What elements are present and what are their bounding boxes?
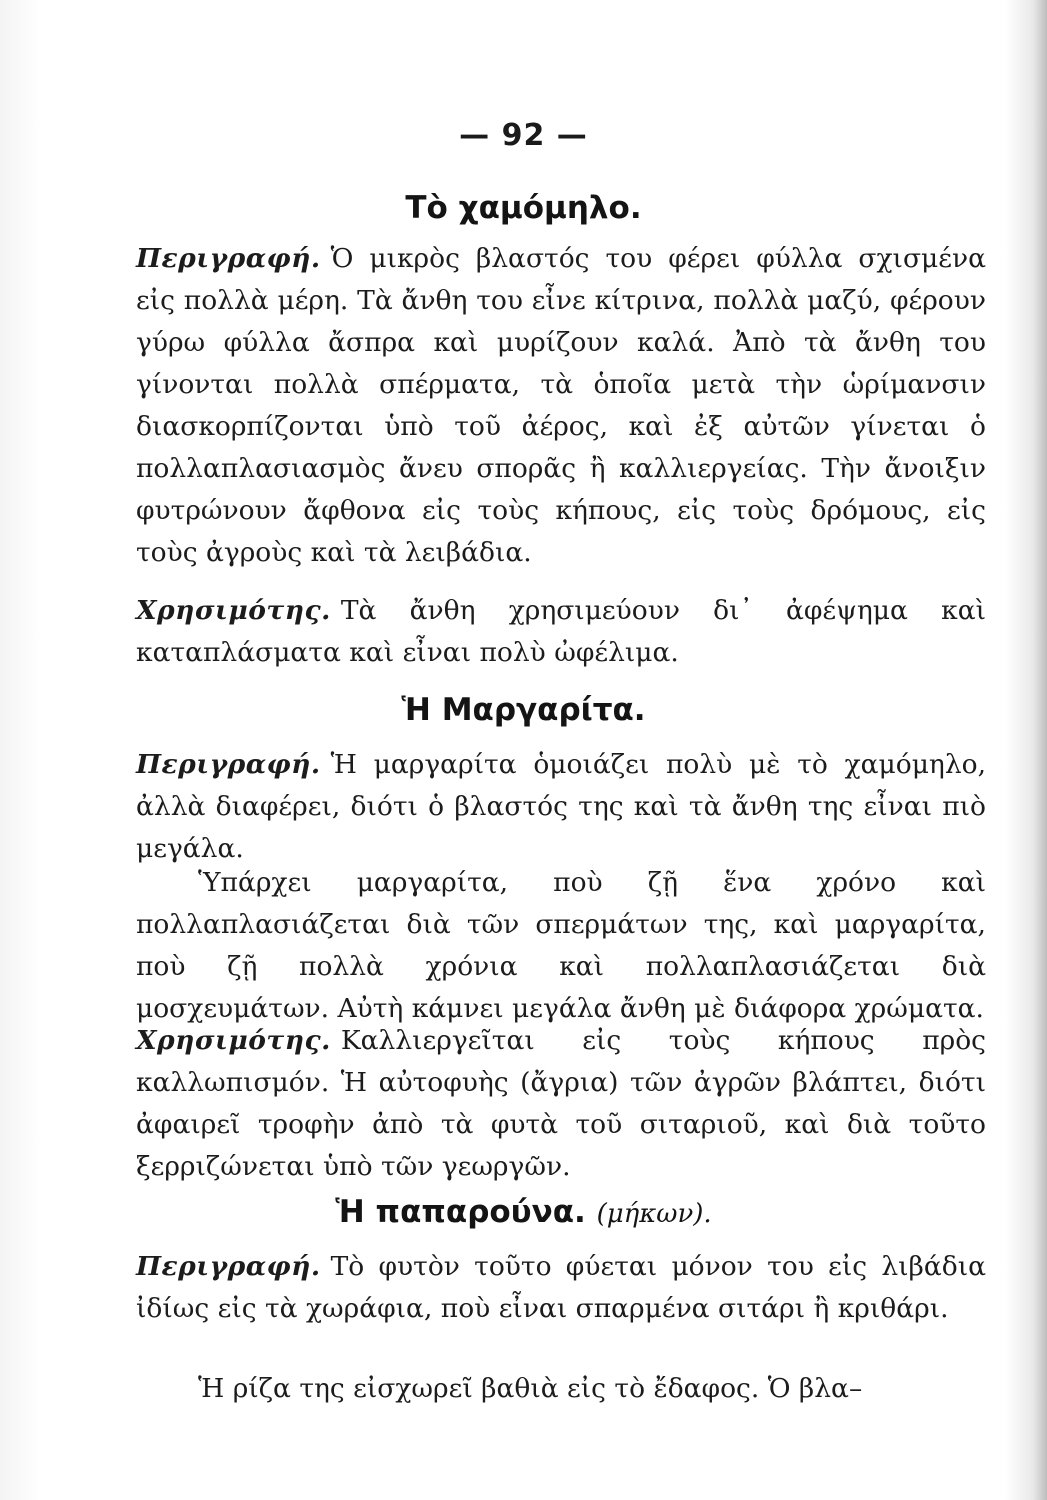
description-label: Περιγραφή. <box>136 1251 321 1282</box>
chamomile-use <box>136 590 986 674</box>
page-number: — 92 — <box>459 118 588 153</box>
section-title-chamomile: Τὸ χαμόμηλο. <box>405 190 642 226</box>
daisy-use <box>136 1020 986 1188</box>
description-text: Ἡ μαργαρίτα ὁμοιάζει πολὺ μὲ τὸ χαμόμηλο, ἀλλὰ διαφέρει, διότι ὁ βλαστός της καὶ τὰ ἄνθη της εἶναι πιὸ μεγάλα. <box>136 749 986 864</box>
use-text: Καλλιεργεῖται εἰς τοὺς κήπους πρὸς καλλωπισμόν. Ἡ αὐτοφυὴς (ἄγρια) τῶν ἀγρῶν βλάπτει, διότι ἀφαιρεῖ τροφὴν ἀπὸ τὰ φυτὰ τοῦ σιταριοῦ, καὶ διὰ τοῦτο ξερριζώνεται ὑπὸ τῶν γεωργῶν. <box>136 1025 986 1182</box>
daisy-description <box>136 744 986 870</box>
description-label: Περιγραφή. <box>136 749 321 780</box>
chamomile-description <box>136 238 986 574</box>
poppy-paragraph: Ἡ ρίζα της εἰσχωρεῖ βαθιὰ εἰς τὸ ἔδαφος. Ὁ βλα– <box>198 1373 863 1404</box>
description-text: Ὁ μικρὸς βλαστός του φέρει φύλλα σχισμένα εἰς πολλὰ μέρη. Τὰ ἄνθη του εἶνε κίτρινα, πολλὰ μαζύ, φέρουν γύρω φύλλα ἄσπρα καὶ μυρίζουν καλά. Ἀπὸ τὰ ἄνθη του γίνονται πολλὰ σπέρματα, τὰ ὁποῖα μετὰ τὴν ὡρίμανσιν διασκορπίζονται ὑπὸ τοῦ ἀέρος, καὶ ἐξ αὐτῶν γίνεται ὁ πολλαπλασιασμὸς ἄνευ σπορᾶς ἢ καλλιεργείας. Τὴν ἄνοιξιν φυτρώνουν ἄφθονα εἰς τοὺς κήπους, εἰς τοὺς δρόμους, εἰς τοὺς ἀγροὺς καὶ τὰ λειβάδια. <box>136 243 986 568</box>
daisy-paragraph: Ὑπάρχει μαργαρίτα, ποὺ ζῇ ἕνα χρόνο καὶ πολλαπλασιάζεται διὰ τῶν σπερμάτων της, καὶ μαργαρίτα, ποὺ ζῇ πολλὰ χρόνια καὶ πολλαπλασιάζεται διὰ μοσχευμάτων. Αὐτὴ κάμνει μεγάλα ἄνθη μὲ διάφορα χρώματα. <box>136 867 986 1024</box>
section-title-daisy: Ἡ Μαργαρίτα. <box>401 692 646 728</box>
description-text: Τὸ φυτὸν τοῦτο φύεται μόνον του εἰς λιβάδια ἰδίως εἰς τὰ χωράφια, ποὺ εἶναι σπαρμένα σιτάρι ἢ κριθάρι. <box>136 1251 986 1324</box>
poppy-description <box>136 1246 986 1330</box>
use-label: Χρησιμότης. <box>136 1025 331 1056</box>
use-label: Χρησιμότης. <box>136 595 331 626</box>
poppy-title: Ἡ παπαρούνα. <box>335 1194 586 1230</box>
section-title-poppy <box>0 1194 1047 1230</box>
poppy-title-note: (μήκων). <box>596 1199 712 1229</box>
use-text: Τὰ ἄνθη χρησιμεύουν δι᾽ ἀφέψημα καὶ καταπλάσματα καὶ εἶναι πολὺ ὠφέλιμα. <box>136 595 986 668</box>
description-label: Περιγραφή. <box>136 243 321 274</box>
